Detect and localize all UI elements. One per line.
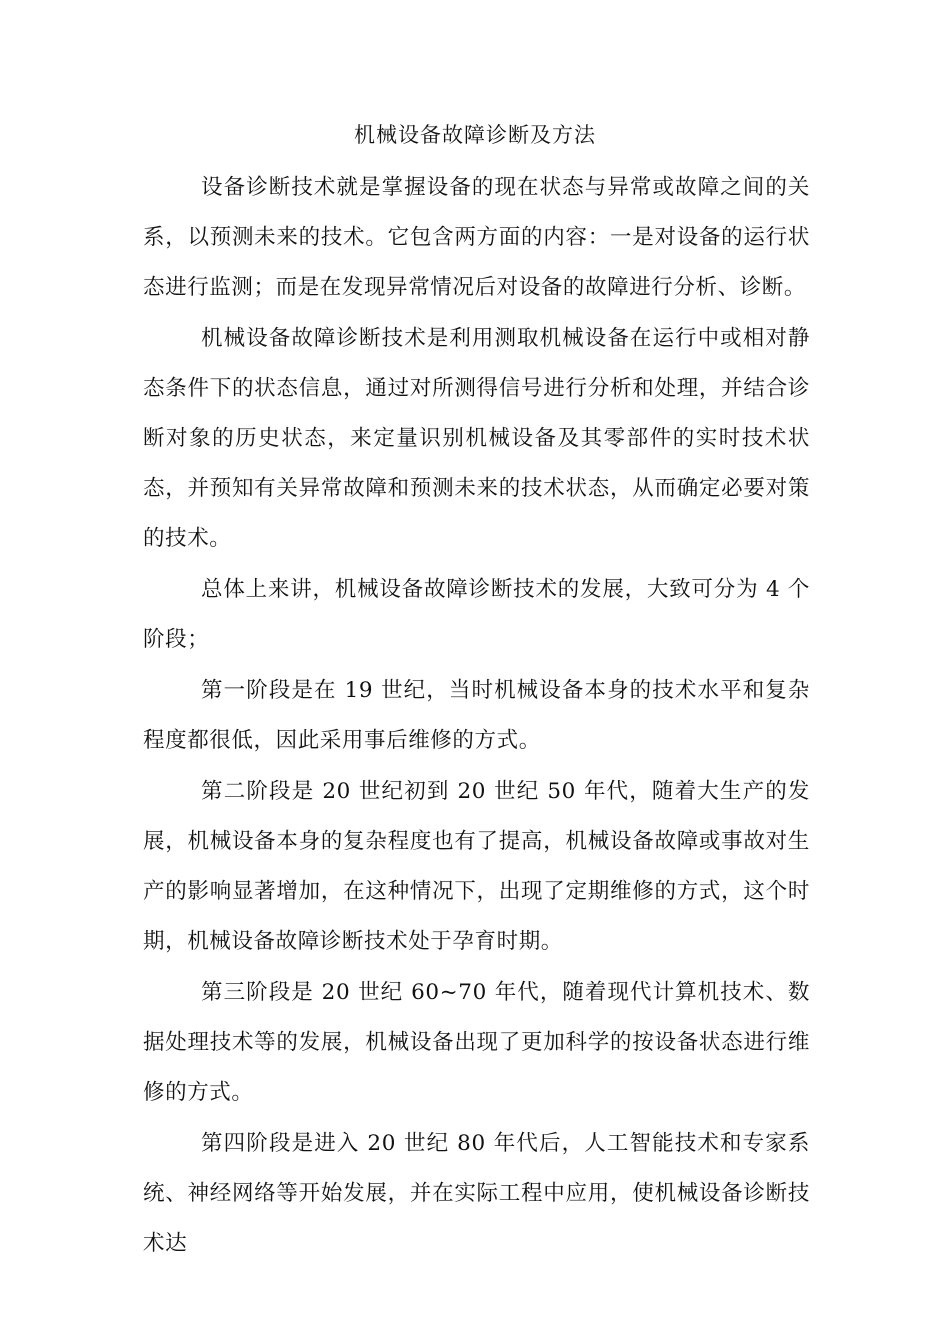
paragraph: 第四阶段是进入 20 世纪 80 年代后，人工智能技术和专家系统、神经网络等开始发展，并在实际工程中应用，使机械设备诊断技术达 [143, 1131, 810, 1256]
paragraph: 总体上来讲，机械设备故障诊断技术的发展，大致可分为 4 个阶段； [143, 577, 810, 652]
paragraph: 第三阶段是 20 世纪 60~70 年代，随着现代计算机技术、数据处理技术等的发展，机械设备出现了更加科学的按设备状态进行维修的方式。 [143, 980, 810, 1105]
document-title: 机械设备故障诊断及方法 [354, 123, 596, 147]
paragraph: 第二阶段是 20 世纪初到 20 世纪 50 年代，随着大生产的发展，机械设备本身的复杂程度也有了提高，机械设备故障或事故对生产的影响显著增加，在这种情况下，出现了定期维修的方式，这个时期，机械设备故障诊断技术处于孕育时期。 [143, 779, 810, 954]
document-body [143, 163, 810, 1270]
paragraph: 机械设备故障诊断技术是利用测取机械设备在运行中或相对静态条件下的状态信息，通过对所测得信号进行分析和处理，并结合诊断对象的历史状态，来定量识别机械设备及其零部件的实时技术状态，并预知有关异常故障和预测未来的技术状态，从而确定必要对策的技术。 [143, 326, 810, 551]
paragraph: 第一阶段是在 19 世纪，当时机械设备本身的技术水平和复杂程度都很低，因此采用事后维修的方式。 [143, 678, 810, 753]
paragraph: 设备诊断技术就是掌握设备的现在状态与异常或故障之间的关系，以预测未来的技术。它包含两方面的内容：一是对设备的运行状态进行监测；而是在发现异常情况后对设备的故障进行分析、诊断。 [143, 175, 810, 300]
